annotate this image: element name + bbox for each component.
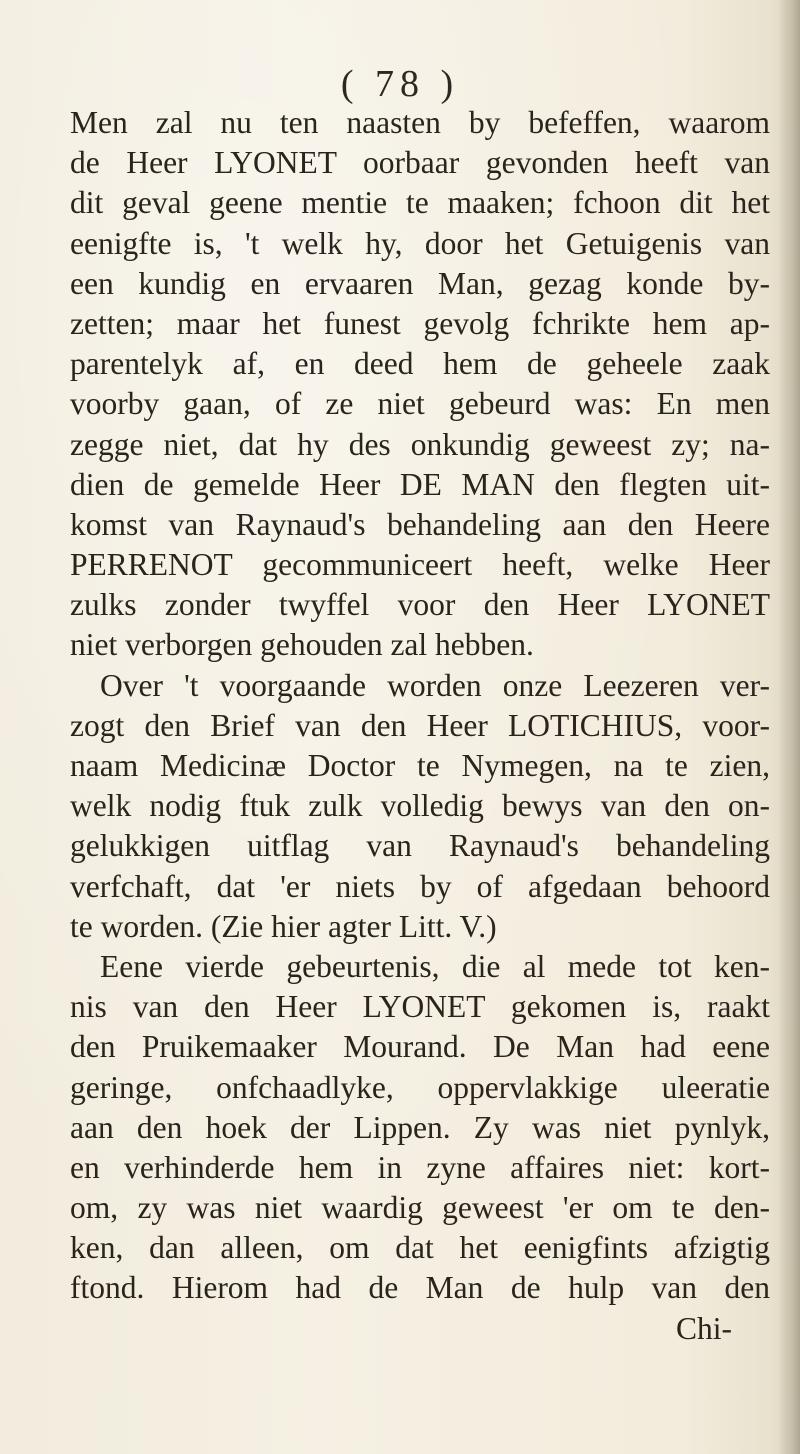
text-line: voorby gaan, of ze niet gebeurd was: En men: [70, 386, 770, 422]
text-line: Eene vierde gebeurtenis, die al mede tot ken-: [100, 948, 770, 984]
text-line: een kundig en ervaaren Man, gezag konde by-: [70, 265, 770, 301]
text-line: dien de gemelde Heer DE MAN den flegten uit-: [70, 466, 770, 502]
text-line: Men zal nu ten naasten by befeffen, waarom: [70, 105, 770, 140]
text-line: zetten; maar het funest gevolg fchrikte hem ap-: [70, 305, 770, 341]
page-spine-shadow: [778, 0, 800, 1454]
page-number: ( 78 ): [340, 63, 460, 105]
text-line: om, zy was niet waardig geweest 'er om te den-: [70, 1190, 770, 1226]
text-line: dit geval geene mentie te maaken; fchoon dit het: [70, 185, 770, 221]
body-text: [70, 103, 770, 1349]
text-line: welk nodig ftuk zulk volledig bewys van den on-: [70, 788, 770, 824]
text-line: zogt den Brief van den Heer LOTICHIUS, voor-: [70, 707, 770, 743]
text-line: zegge niet, dat hy des onkundig geweest zy; na-: [70, 426, 770, 462]
text-line: nis van den Heer LYONET gekomen is, raakt: [70, 989, 770, 1025]
text-line: PERRENOT gecommuniceert heeft, welke Heer: [70, 547, 770, 583]
text-line: ken, dan alleen, om dat het eenigfints afzigtig: [70, 1230, 770, 1266]
text-line: Over 't voorgaande worden onze Leezeren ver-: [100, 667, 770, 703]
text-line: zulks zonder twyffel voor den Heer LYONET: [70, 587, 770, 623]
text-line: gelukkigen uitflag van Raynaud's behandeling: [70, 828, 770, 864]
catchword: Chi-: [675, 1310, 732, 1346]
text-line: de Heer LYONET oorbaar gevonden heeft van: [70, 145, 770, 181]
text-line: te worden. (Zie hier agter Litt. V.): [70, 908, 497, 944]
text-line: aan den hoek der Lippen. Zy was niet pynlyk,: [70, 1109, 770, 1145]
text-line: en verhinderde hem in zyne affaires niet: kort-: [70, 1149, 770, 1185]
text-line: verfchaft, dat 'er niets by of afgedaan behoord: [70, 868, 770, 904]
text-line: geringe, onfchaadlyke, oppervlakkige uleeratie: [70, 1069, 770, 1105]
text-line: eenigfte is, 't welk hy, door het Getuigenis van: [70, 225, 770, 261]
text-line: komst van Raynaud's behandeling aan den Heere: [70, 506, 770, 542]
text-line: parentelyk af, en deed hem de geheele zaak: [70, 346, 770, 382]
text-line: niet verborgen gehouden zal hebben.: [70, 627, 534, 663]
text-line: ftond. Hierom had de Man de hulp van den: [70, 1270, 770, 1306]
text-line: den Pruikemaaker Mourand. De Man had eene: [70, 1029, 770, 1065]
text-line: naam Medicinæ Doctor te Nymegen, na te zien,: [70, 748, 770, 783]
